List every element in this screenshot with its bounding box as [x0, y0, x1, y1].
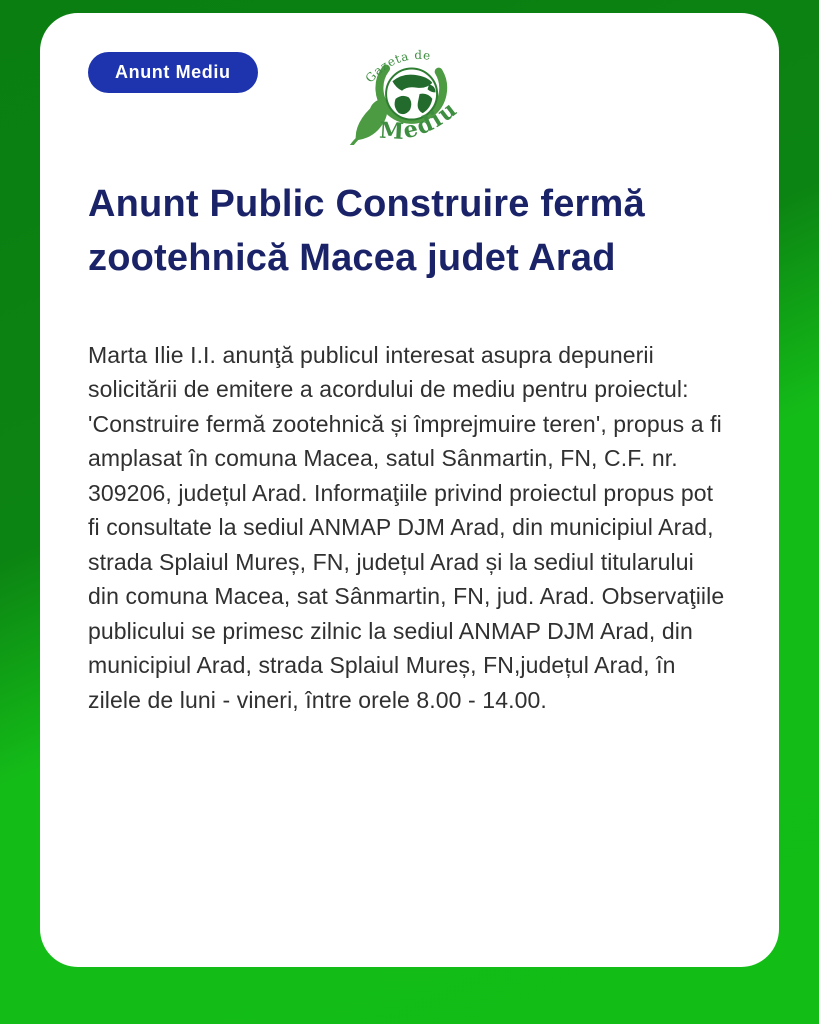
announcement-card [40, 13, 779, 967]
page-title: Anunt Public Construire fermă zootehnică Macea judet Arad [88, 183, 645, 279]
logo-bottom-text: Mediu [378, 95, 463, 145]
card-header [88, 40, 731, 150]
category-badge[interactable]: Anunt Mediu [88, 52, 258, 93]
announcement-paragraph: Marta Ilie I.I. anunţă publicul interesat asupra depunerii solicitării de emitere a acordului de mediu pentru proiectul: 'Construire fermă zootehnică și împrejmuire teren', propus a fi amplasat în comuna Macea, satul Sânmartin, FN, C.F. nr. 309206, județul Arad. Informaţiile privind proiectul propus pot fi consultate la sediul ANMAP DJM Arad, din municipiul Arad, strada Splaiul Mureș, FN, județul Arad și la sediul titularului din comuna Macea, sat Sânmartin, FN, jud. Arad. Observaţiile publicului se primesc zilnic la sediul ANMAP DJM Arad, din municipiul Arad, strada Splaiul Mureș, FN,județul Arad, în zilele de luni - vineri, între orele 8.00 - 14.00. [88, 341, 725, 713]
logo-top-text: Gazeta de [362, 47, 432, 86]
gazeta-de-mediu-logo-icon [346, 35, 474, 145]
